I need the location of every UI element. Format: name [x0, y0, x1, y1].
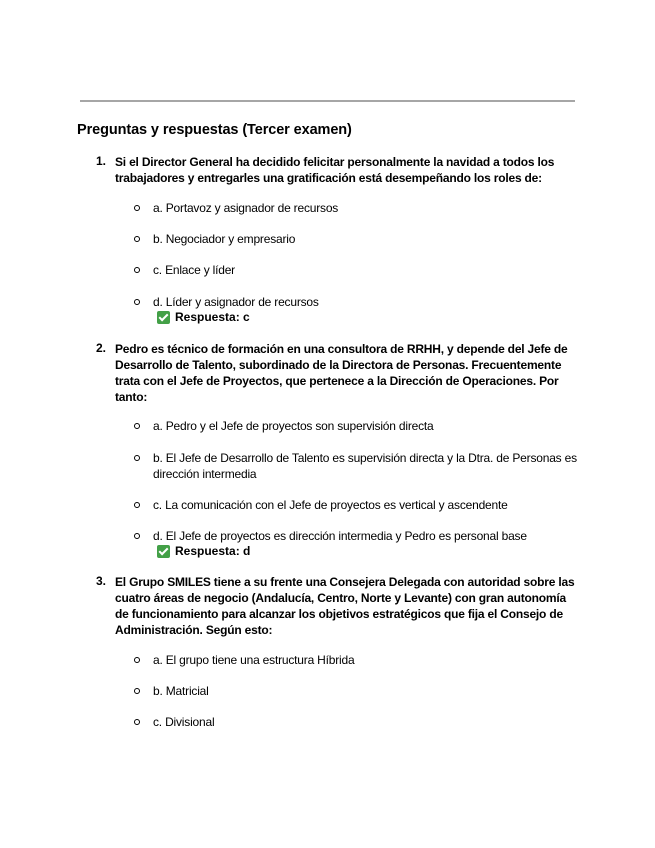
horizontal-rule: [80, 100, 575, 102]
option-1d: [153, 294, 583, 310]
option-text: c. Divisional: [153, 715, 215, 729]
option-2c: [153, 497, 583, 513]
question-text: Pedro es técnico de formación en una consultora de RRHH, y depende del Jefe de Desarrollo de Talento, subordinado de la Directora de Personas. Frecuentemente trata con el Jefe de Proyectos, que pertenece a la Dirección de Operaciones. Por tanto:: [115, 342, 568, 404]
hollow-bullet-icon: [134, 533, 140, 539]
option-text: a. El grupo tiene una estructura Híbrida: [153, 653, 355, 667]
hollow-bullet-icon: [134, 455, 140, 461]
option-2b: [153, 450, 583, 482]
question-number: 2.: [96, 341, 107, 355]
hollow-bullet-icon: [134, 502, 140, 508]
option-2d: [153, 528, 583, 544]
hollow-bullet-icon: [134, 423, 140, 429]
question-text: Si el Director General ha decidido felicitar personalmente la navidad a todos los trabajadores y entregarles una gratificación está desempeñando los roles de:: [115, 155, 555, 185]
option-text: c. La comunicación con el Jefe de proyectos es vertical y ascendente: [153, 498, 508, 512]
hollow-bullet-icon: [134, 267, 140, 273]
question-number: 1.: [96, 154, 107, 168]
question-number: 3.: [96, 574, 107, 588]
option-1b: [153, 231, 583, 247]
option-3a: [153, 652, 583, 668]
hollow-bullet-icon: [134, 657, 140, 663]
check-mark-icon: [157, 545, 170, 558]
answer-text: Respuesta: d: [175, 544, 251, 558]
hollow-bullet-icon: [134, 719, 140, 725]
option-text: b. Negociador y empresario: [153, 232, 296, 246]
answer-1: [157, 309, 250, 325]
question-3: [96, 574, 581, 638]
option-text: a. Pedro y el Jefe de proyectos son supervisión directa: [153, 419, 434, 433]
hollow-bullet-icon: [134, 205, 140, 211]
option-3b: [153, 683, 583, 699]
option-1a: [153, 200, 583, 216]
hollow-bullet-icon: [134, 236, 140, 242]
option-1c: [153, 262, 583, 278]
option-text: c. Enlace y líder: [153, 263, 235, 277]
question-2: [96, 341, 581, 405]
question-text: El Grupo SMILES tiene a su frente una Consejera Delegada con autoridad sobre las cuatro áreas de negocio (Andalucía, Centro, Norte y Levante) con gran autonomía de funcionamiento para alcanzar los objetivos estratégicos que fija el Consejo de Administración. Según esto:: [115, 575, 575, 637]
option-3c: [153, 714, 583, 730]
option-text: a. Portavoz y asignador de recursos: [153, 201, 339, 215]
check-mark-icon: [157, 311, 170, 324]
answer-text: Respuesta: c: [175, 310, 250, 324]
option-2a: [153, 418, 583, 434]
document-title: Preguntas y respuestas (Tercer examen): [77, 122, 352, 138]
option-text: b. Matricial: [153, 684, 209, 698]
option-text: b. El Jefe de Desarrollo de Talento es supervisión directa y la Dtra. de Personas es dirección intermedia: [153, 451, 577, 481]
hollow-bullet-icon: [134, 688, 140, 694]
answer-2: [157, 543, 250, 559]
hollow-bullet-icon: [134, 299, 140, 305]
option-text: d. Líder y asignador de recursos: [153, 295, 319, 309]
question-1: [96, 154, 581, 186]
option-text: d. El Jefe de proyectos es dirección intermedia y Pedro es personal base: [153, 529, 527, 543]
